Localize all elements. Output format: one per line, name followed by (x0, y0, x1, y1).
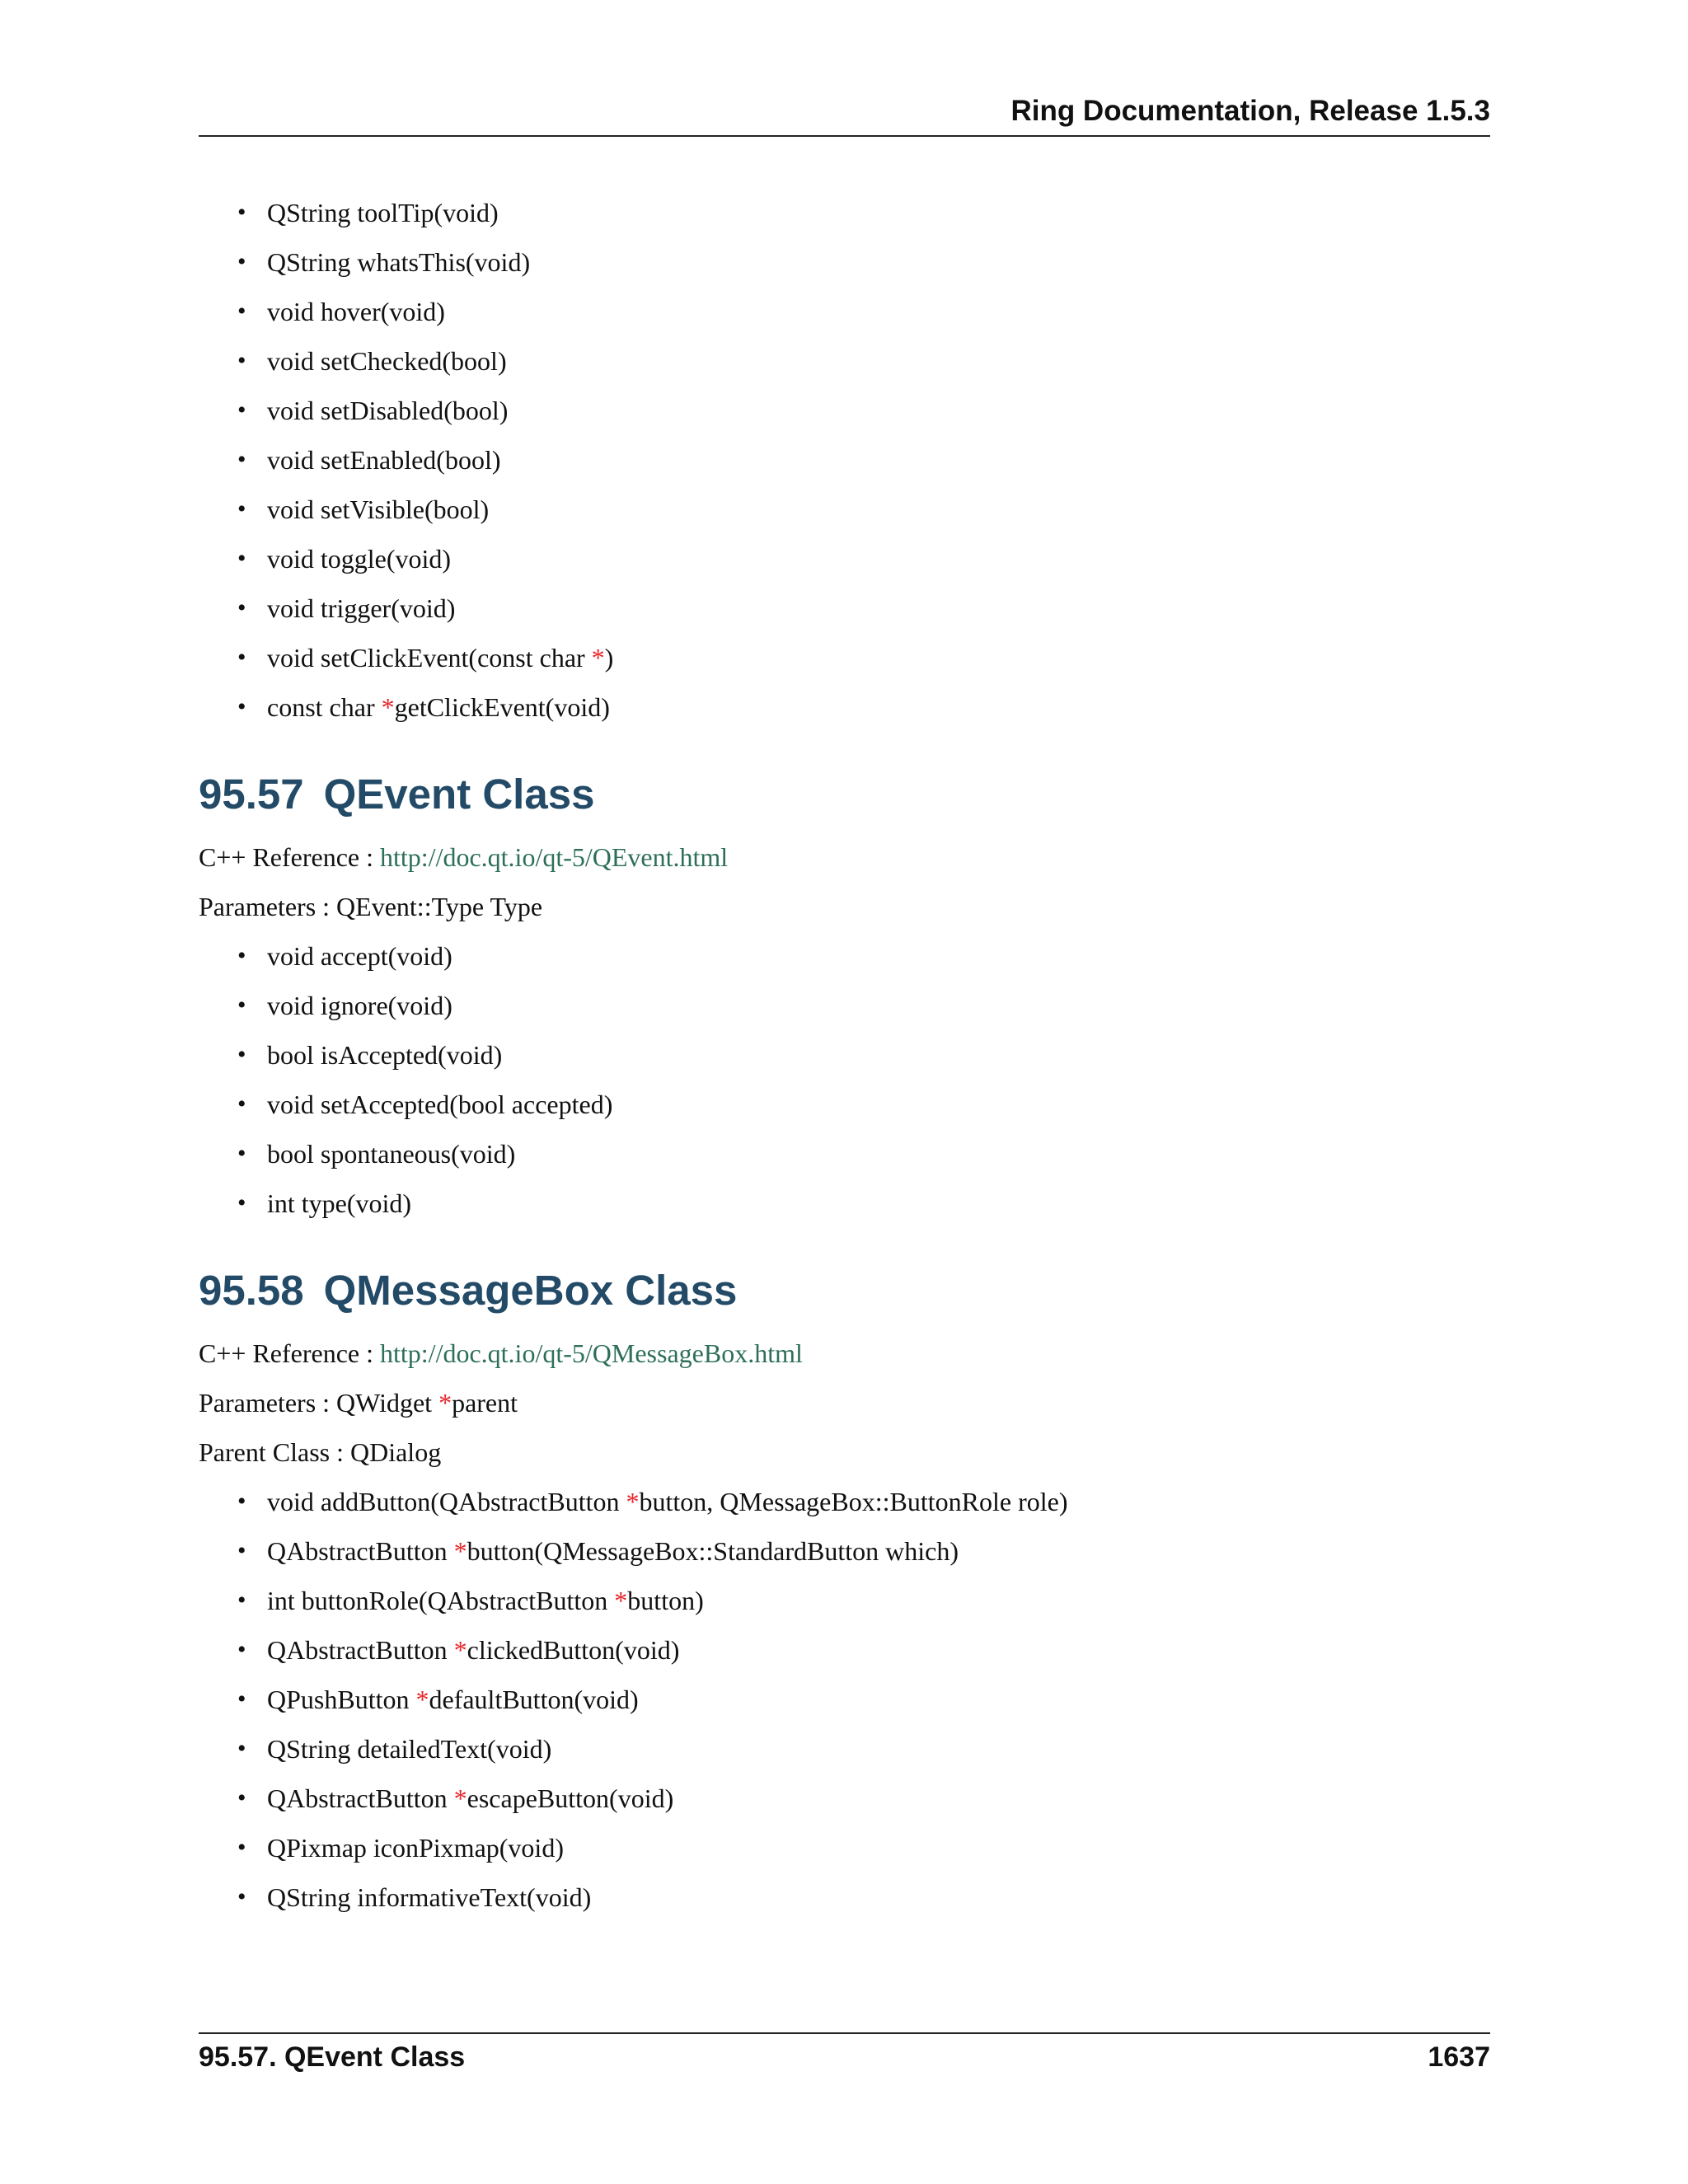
list-item (237, 394, 1490, 443)
method-signature-rest: escapeButton(void) (467, 1783, 674, 1813)
list-item (237, 295, 1490, 344)
parameters-value-post: parent (452, 1388, 518, 1418)
bullet-icon: • (237, 347, 246, 374)
pointer-star: * (453, 1536, 467, 1566)
list-item (237, 1137, 1490, 1187)
page-content (199, 196, 1490, 1930)
section-number: 95.58 (199, 1267, 304, 1314)
bullet-icon: • (237, 991, 246, 1019)
pointer-star: * (626, 1487, 640, 1516)
list-item (237, 1038, 1490, 1088)
bullet-icon: • (237, 1189, 246, 1216)
list-item (237, 196, 1490, 246)
parameters (199, 1386, 1490, 1436)
list-item (237, 1683, 1490, 1732)
method-signature: void setChecked(bool) (267, 346, 507, 376)
list-item (237, 592, 1490, 641)
method-signature: int buttonRole(QAbstractButton (267, 1586, 615, 1615)
method-list-qevent (199, 940, 1490, 1236)
list-item (237, 542, 1490, 592)
list-item (237, 493, 1490, 542)
pointer-star: * (453, 1635, 467, 1665)
bullet-icon: • (237, 1140, 246, 1167)
method-signature: QPushButton (267, 1685, 416, 1714)
bullet-icon: • (237, 1041, 246, 1068)
parent-class (199, 1436, 1490, 1485)
bullet-icon: • (237, 248, 246, 275)
method-signature: int type(void) (267, 1188, 412, 1218)
list-item (237, 1088, 1490, 1137)
pointer-star: * (415, 1685, 429, 1714)
bullet-icon: • (237, 1586, 246, 1614)
method-signature: bool isAccepted(void) (267, 1040, 503, 1070)
method-signature: void setEnabled(bool) (267, 445, 501, 475)
pointer-star: * (453, 1783, 467, 1813)
list-item (237, 246, 1490, 295)
method-signature: void hover(void) (267, 297, 445, 326)
method-signature: QString informativeText(void) (267, 1882, 592, 1912)
method-signature-rest: button) (627, 1586, 704, 1615)
bullet-icon: • (237, 1090, 246, 1118)
method-signature-rest: button, QMessageBox::ButtonRole role) (639, 1487, 1068, 1516)
cpp-reference (199, 1337, 1490, 1386)
bullet-icon: • (237, 1685, 246, 1713)
method-signature: void addButton(QAbstractButton (267, 1487, 626, 1516)
method-signature: void setAccepted(bool accepted) (267, 1090, 613, 1119)
method-list-continued (199, 196, 1490, 740)
method-list-qmessagebox (199, 1485, 1490, 1930)
method-signature: void toggle(void) (267, 544, 452, 574)
footer-section: 95.57. QEvent Class (199, 2041, 466, 2073)
list-item (237, 1782, 1490, 1831)
method-signature: void accept(void) (267, 941, 452, 971)
list-item (237, 1633, 1490, 1683)
parameters-label: Parameters : (199, 892, 337, 921)
pointer-star: * (591, 643, 605, 673)
method-signature: void trigger(void) (267, 593, 456, 623)
method-signature-rest: ) (604, 643, 614, 673)
parameters-value: QEvent::Type Type (336, 892, 543, 921)
bullet-icon: • (237, 1883, 246, 1910)
list-item (237, 1732, 1490, 1782)
bullet-icon: • (237, 545, 246, 572)
bullet-icon: • (237, 396, 246, 424)
reference-link[interactable]: http://doc.qt.io/qt-5/QEvent.html (380, 842, 729, 872)
parameters-value-pre: QWidget (336, 1388, 439, 1418)
list-item (237, 691, 1490, 740)
page-number: 1637 (1428, 2041, 1490, 2073)
bullet-icon: • (237, 1735, 246, 1762)
pointer-star: * (614, 1586, 628, 1615)
section-heading-qmessagebox (199, 1266, 1490, 1315)
parent-class-label: Parent Class : (199, 1437, 350, 1467)
method-signature: void setDisabled(bool) (267, 396, 509, 425)
bullet-icon: • (237, 298, 246, 325)
list-item (237, 989, 1490, 1038)
parent-class-value: QDialog (349, 1437, 442, 1467)
page-header (199, 91, 1490, 137)
list-item (237, 1485, 1490, 1535)
bullet-icon: • (237, 644, 246, 671)
bullet-icon: • (237, 594, 246, 621)
section-title: QEvent Class (323, 771, 595, 818)
parameters-label: Parameters : (199, 1388, 337, 1418)
parameters (199, 890, 1490, 940)
bullet-icon: • (237, 1636, 246, 1663)
method-signature: void setClickEvent(const char (267, 643, 592, 673)
method-signature-rest: getClickEvent(void) (394, 692, 610, 722)
method-signature-rest: button(QMessageBox::StandardButton which) (467, 1536, 959, 1566)
method-signature: QAbstractButton (267, 1783, 454, 1813)
reference-label: C++ Reference : (199, 842, 380, 872)
list-item (237, 641, 1490, 691)
page-footer (199, 2032, 1490, 2075)
method-signature-rest: defaultButton(void) (429, 1685, 639, 1714)
reference-link[interactable]: http://doc.qt.io/qt-5/QMessageBox.html (380, 1338, 803, 1368)
bullet-icon: • (237, 693, 246, 720)
pointer-star: * (381, 692, 395, 722)
bullet-icon: • (237, 1488, 246, 1515)
method-signature: bool spontaneous(void) (267, 1139, 516, 1169)
document-title: Ring Documentation, Release 1.5.3 (1010, 95, 1490, 127)
method-signature: QString detailedText(void) (267, 1734, 552, 1764)
list-item (237, 1535, 1490, 1584)
method-signature: QAbstractButton (267, 1635, 454, 1665)
bullet-icon: • (237, 495, 246, 523)
list-item (237, 443, 1490, 493)
list-item (237, 940, 1490, 989)
section-heading-qevent (199, 770, 1490, 819)
method-signature: void setVisible(bool) (267, 494, 490, 524)
reference-label: C++ Reference : (199, 1338, 380, 1368)
bullet-icon: • (237, 1834, 246, 1861)
cpp-reference (199, 841, 1490, 890)
method-signature: void ignore(void) (267, 991, 452, 1020)
pointer-star: * (438, 1388, 452, 1418)
method-signature: QString toolTip(void) (267, 198, 499, 227)
bullet-icon: • (237, 942, 246, 969)
bullet-icon: • (237, 199, 246, 226)
section-number: 95.57 (199, 771, 304, 818)
bullet-icon: • (237, 1784, 246, 1811)
list-item (237, 344, 1490, 394)
list-item (237, 1584, 1490, 1633)
method-signature-rest: clickedButton(void) (467, 1635, 680, 1665)
list-item (237, 1187, 1490, 1236)
list-item (237, 1831, 1490, 1881)
bullet-icon: • (237, 1537, 246, 1564)
list-item (237, 1881, 1490, 1930)
section-title: QMessageBox Class (323, 1267, 738, 1314)
method-signature: const char (267, 692, 382, 722)
method-signature: QString whatsThis(void) (267, 247, 531, 277)
method-signature: QAbstractButton (267, 1536, 454, 1566)
bullet-icon: • (237, 446, 246, 473)
method-signature: QPixmap iconPixmap(void) (267, 1833, 564, 1863)
